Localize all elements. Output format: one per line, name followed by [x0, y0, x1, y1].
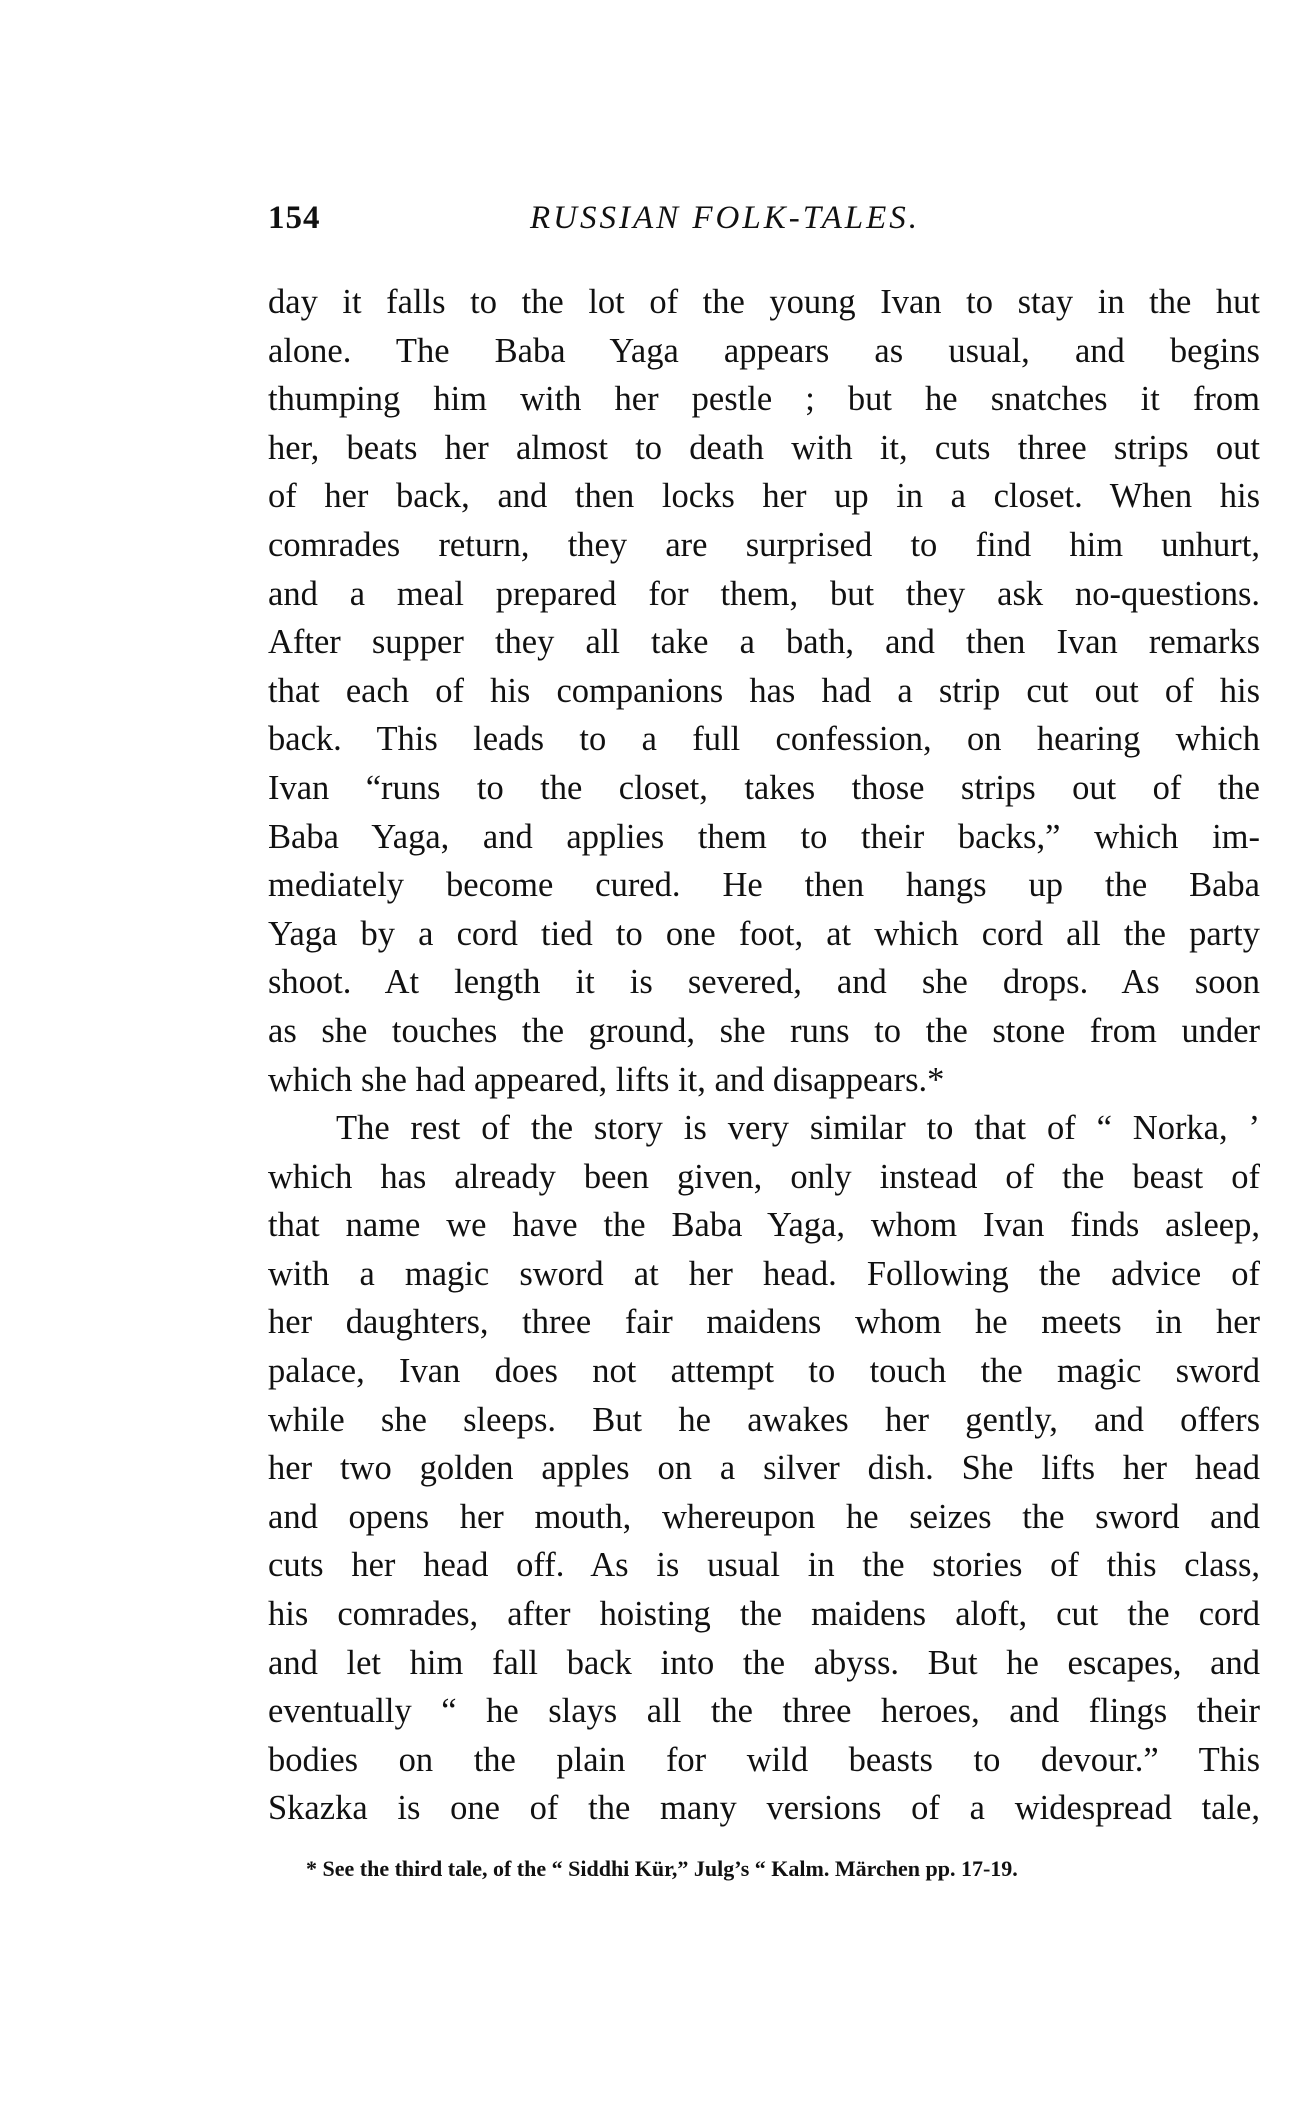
text-line: and let him fall back into the abyss. But he escapes, and	[268, 1643, 1260, 1682]
text-line: comrades return, they are surprised to find him unhurt,	[268, 525, 1260, 564]
text-line: cuts her head off. As is usual in the stories of this class,	[268, 1546, 1260, 1585]
text-line: that each of his companions has had a strip cut out of his	[268, 671, 1260, 710]
text-line: palace, Ivan does not attempt to touch the magic sword	[268, 1352, 1260, 1391]
text-line: as she touches the ground, she runs to the stone from under	[268, 1011, 1260, 1050]
page-header	[268, 200, 1258, 248]
page-number: 154	[268, 200, 321, 236]
text-line: which she had appeared, lifts it, and disappears.*	[268, 1060, 945, 1099]
text-line: After supper they all take a bath, and then Ivan remarks	[268, 623, 1260, 662]
text-line: while she sleeps. But he awakes her gently, and offers	[268, 1400, 1260, 1439]
text-line: Ivan “runs to the closet, takes those strips out of the	[268, 768, 1260, 807]
text-line: his comrades, after hoisting the maidens aloft, cut the cord	[268, 1595, 1260, 1634]
text-line: shoot. At length it is severed, and she drops. As soon	[268, 963, 1260, 1002]
text-line: back. This leads to a full confession, on hearing which	[268, 720, 1260, 759]
text-line: which has already been given, only instead of the beast of	[268, 1157, 1260, 1196]
text-line: her two golden apples on a silver dish. She lifts her head	[268, 1449, 1260, 1488]
text-line: Yaga by a cord tied to one foot, at which cord all the party	[268, 914, 1260, 953]
text-line: Baba Yaga, and applies them to their backs,” which im-	[268, 817, 1260, 856]
text-line: bodies on the plain for wild beasts to devour.” This	[268, 1740, 1260, 1779]
running-title: RUSSIAN FOLK-TALES.	[530, 200, 921, 236]
text-line: thumping him with her pestle ; but he snatches it from	[268, 380, 1260, 419]
text-line: that name we have the Baba Yaga, whom Ivan finds asleep,	[268, 1206, 1260, 1245]
text-line: Skazka is one of the many versions of a widespread tale,	[268, 1789, 1260, 1828]
text-line: and a meal prepared for them, but they ask no-questions.	[268, 574, 1260, 613]
text-line: mediately become cured. He then hangs up the Baba	[268, 866, 1260, 905]
text-line: alone. The Baba Yaga appears as usual, and begins	[268, 331, 1260, 370]
text-line: The rest of the story is very similar to that of “ Norka, ’	[336, 1109, 1260, 1148]
text-line: of her back, and then locks her up in a closet. When his	[268, 477, 1260, 516]
text-line: her, beats her almost to death with it, cuts three strips out	[268, 428, 1260, 467]
text-line: her daughters, three fair maidens whom he meets in her	[268, 1303, 1260, 1342]
footnote: * See the third tale, of the “ Siddhi Kür,” Julg’s “ Kalm. Märchen pp. 17-19.	[306, 1856, 1018, 1881]
body-text	[268, 278, 1260, 1833]
text-line: with a magic sword at her head. Following the advice of	[268, 1254, 1260, 1293]
text-line: eventually “ he slays all the three heroes, and flings their	[268, 1692, 1260, 1731]
text-line: and opens her mouth, whereupon he seizes the sword and	[268, 1497, 1260, 1536]
text-line: day it falls to the lot of the young Ivan to stay in the hut	[268, 283, 1260, 321]
